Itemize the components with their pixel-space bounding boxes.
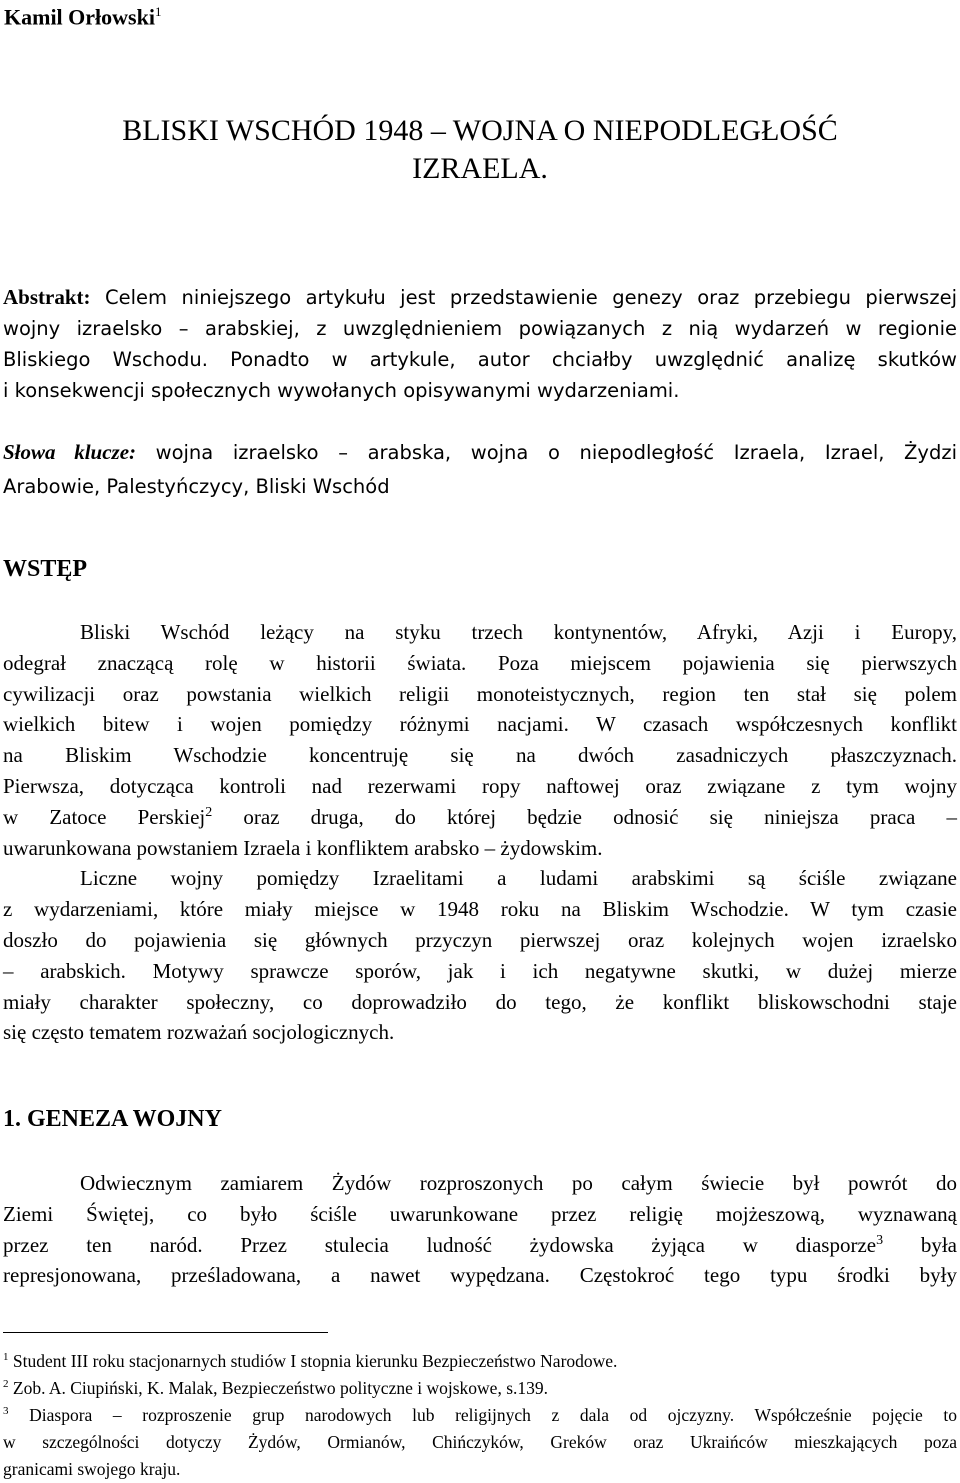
body-line: uwarunkowana powstaniem Izraela i konfliktem arabsko – żydowskim. bbox=[3, 835, 603, 860]
footnote-text: Student III roku stacjonarnych studiów I stopnia kierunku Bezpieczeństwo Narodowe. bbox=[12, 1351, 618, 1371]
footnote-3 bbox=[3, 1402, 957, 1429]
keywords-line: Arabowie, Palestyńczycy, Bliski Wschód bbox=[3, 475, 390, 498]
section-heading-geneza: 1. GENEZA WOJNY bbox=[3, 1106, 222, 1132]
title-line: IZRAELA. bbox=[412, 152, 548, 185]
body-line: się często tematem rozważań socjologicznych. bbox=[3, 1020, 395, 1045]
body-line: cywilizacji oraz powstania wielkich religii monoteistycznych, region ten stał się polem bbox=[3, 681, 957, 706]
body-text-span: oraz druga, do której będzie odnosić się niniejsza praca – bbox=[212, 804, 957, 829]
body-line: – arabskich. Motywy sprawcze sporów, jak i ich negatywne skutki, w dużej mierze bbox=[3, 958, 957, 983]
body-line: Liczne wojny pomiędzy Izraelitami a ludami arabskimi są ściśle związane bbox=[80, 866, 957, 891]
body-line: wielkich bitew i wojen pomiędzy różnymi nacjami. W czasach współczesnych konflikt bbox=[3, 712, 957, 737]
abstract-label: Abstrakt: bbox=[3, 285, 91, 309]
body-line: doszło do pojawienia się głównych przyczyn pierwszej oraz kolejnych wojen izraelsko bbox=[3, 927, 957, 952]
abstract-line: wojny izraelsko – arabskiej, z uwzględnieniem powiązanych z nią wydarzeń w regionie bbox=[3, 317, 957, 340]
footnote-1 bbox=[3, 1348, 957, 1375]
section-heading-intro: WSTĘP bbox=[3, 556, 88, 582]
footnote-text: Zob. A. Ciupiński, K. Malak, Bezpieczeństwo polityczne i wojskowe, s.139. bbox=[12, 1378, 549, 1398]
footnote-number: 2 bbox=[3, 1378, 9, 1391]
abstract-line: Celem niniejszego artykułu jest przedstawienie genezy oraz przebiegu pierwszej bbox=[104, 286, 957, 309]
body-line: z wydarzeniami, które miały miejsce w 1948 roku na Bliskim Wschodzie. W tym czasie bbox=[3, 897, 957, 922]
body-line: miały charakter społeczny, co doprowadziło do tego, że konflikt bliskowschodni staje bbox=[3, 989, 957, 1014]
author-footnote-mark[interactable]: 1 bbox=[154, 4, 162, 19]
abstract-line: Bliskiego Wschodu. Ponadto w artykule, autor chciałby uwzględnić analizę skutków bbox=[3, 348, 957, 371]
keywords-label: Słowa klucze: bbox=[3, 440, 137, 464]
abstract bbox=[3, 282, 957, 406]
author-name bbox=[4, 4, 161, 30]
body-line: Pierwsza, dotycząca kontroli nad rezerwami ropy naftowej oraz związane z tym wojny bbox=[3, 773, 957, 798]
body-line: Bliski Wschód leżący na styku trzech kontynentów, Afryki, Azji i Europy, bbox=[80, 620, 957, 644]
footnote-mark[interactable]: 3 bbox=[876, 1232, 884, 1248]
body-text-span: przez ten naród. Przez stulecia ludność żydowska żyjąca w diasporze bbox=[3, 1232, 877, 1257]
body-text-span: w Zatoce Perskiej bbox=[3, 804, 206, 829]
footnote-2 bbox=[3, 1375, 957, 1402]
body-line: Odwiecznym zamiarem Żydów rozproszonych po całym świecie był powrót do bbox=[80, 1171, 957, 1195]
page-title bbox=[0, 112, 960, 188]
footnotes bbox=[3, 1348, 957, 1483]
section1-body bbox=[3, 1168, 957, 1291]
author-text: Kamil Orłowski bbox=[4, 4, 155, 30]
body-text-span: była bbox=[883, 1232, 957, 1257]
title-line: BLISKI WSCHÓD 1948 – WOJNA O NIEPODLEGŁOŚĆ bbox=[122, 114, 838, 147]
footnote-number: 3 bbox=[3, 1405, 9, 1418]
keywords bbox=[3, 435, 957, 504]
footnote-text: granicami swojego kraju. bbox=[3, 1459, 181, 1479]
body-line: na Bliskim Wschodzie koncentruję się na dwóch zasadniczych płaszczyznach. bbox=[3, 743, 957, 768]
footnote-number: 1 bbox=[3, 1351, 9, 1364]
abstract-line: i konsekwencji społecznych wywołanych opisywanymi wydarzeniami. bbox=[3, 379, 680, 402]
body-line: odegrał znaczącą rolę w historii świata. Poza miejscem pojawienia się pierwszych bbox=[3, 650, 957, 675]
footnote-divider bbox=[3, 1332, 328, 1333]
footnote-text: w szczególności dotyczy Żydów, Ormianów, Chińczyków, Greków oraz Ukraińców mieszkających poza bbox=[3, 1432, 957, 1452]
footnote-mark[interactable]: 2 bbox=[205, 804, 213, 820]
body-line: represjonowana, prześladowana, a nawet wypędzana. Częstokroć tego typu środki były bbox=[3, 1263, 957, 1288]
intro-body bbox=[3, 617, 957, 1048]
body-line: Ziemi Świętej, co było ściśle uwarunkowane przez religię mojżeszową, wyznawaną bbox=[3, 1201, 957, 1226]
keywords-line: wojna izraelsko – arabska, wojna o niepodległość Izraela, Izrael, Żydzi bbox=[155, 441, 957, 464]
footnote-text: Diaspora – rozproszenie grup narodowych lub religijnych z dala od ojczyzny. Współcześnie pojęcie to bbox=[29, 1405, 958, 1425]
